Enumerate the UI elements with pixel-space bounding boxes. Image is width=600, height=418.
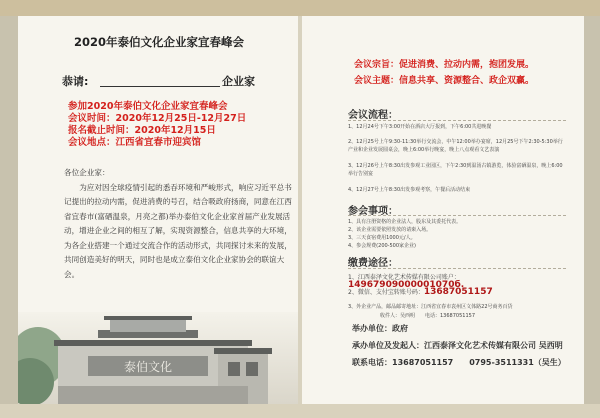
contact-phone: 联系电话：13687051157 0795-3511331（吴生） [352, 358, 566, 367]
fee-heading: 参会事项： [348, 206, 398, 217]
info-attend: 参加2020年泰伯文化企业家宜春峰会 [68, 101, 228, 112]
process-item-4: 4、12月27号上午8:30出发参观考察，午餐后活动结束 [348, 187, 471, 193]
greeting-suffix: 企业家 [222, 75, 255, 88]
info-venue: 会议地点：江西省宜春市迎宾馆 [68, 137, 202, 148]
payment-heading: 缴费途径： [348, 258, 398, 269]
divider [348, 268, 566, 269]
letter-body: 为应对因全球疫情引起的悉吞环境和严峻形式，响应习近平总书记提出的拉动内需，促进消费的号召，结合吸政府扬商，同意在江西省宜春市(富硒温泉，月亮之都)举办泰伯文化企业家首届产业发展活动，增进企业之间的相互了解，实现资源整合，信息共享的大环境，为各企业搭建一个通过交流合作的活动形式，共同探讨未来的发展，共同创造美好的明天，同时也是成立泰伯文化企业家协会的联谊大会。 [64, 182, 292, 279]
payment-phone-number: 13687051157 [423, 287, 493, 297]
process-heading: 会议流程： [348, 110, 398, 121]
payment-account-number: 14967909000001070б. [348, 279, 465, 290]
letter-salutation: 各位企业家： [64, 168, 110, 177]
info-date: 会议时间：2020年12月25日-12月27日 [68, 113, 247, 124]
fee-item-3: 3、三天食宿费用1000元/人。 [348, 235, 416, 241]
payment-note: 3、外企业产品，邮品邮寄地址：江西省宜春市袁州区文体路22号商务百货 [348, 304, 513, 310]
bottom-border [0, 404, 600, 418]
fee-item-1: 1、具有注册资格的企业法人，股东及其委托代表。 [348, 219, 462, 225]
co-organizer: 承办单位及发起人：江西泰泽文化艺术传媒有限公司 吴西明 [352, 341, 563, 350]
event-title: 2020年泰伯文化企业家宜春峰会 [74, 35, 245, 49]
gate-inscription: 泰伯文化 [123, 360, 173, 374]
gate-building-illustration [18, 312, 298, 404]
payment-receiver: 收件人：吴西明 电话：13687051157 [380, 313, 475, 319]
top-border [0, 0, 600, 16]
payment-account-label: 1、江西泰泽文化艺术传媒有限公司账户： [348, 274, 460, 281]
divider [348, 215, 566, 216]
process-item-1: 1、12月24号下午3:00开始在酒店大厅报到，下午6:00共进晚餐 [348, 124, 492, 130]
name-blank-line [100, 86, 220, 87]
meeting-purpose: 会议宗旨：促进消费、拉动内需，抱团发展。 [354, 60, 535, 70]
payment-phone-label: 2、微信、支付宝转账号码： [348, 289, 424, 296]
process-item-3: 3、12月26号上午8:30出发参观工业园区，下午2:30到温汤古镇游览，体验富硒温泉，晚上6:00举行告别宴 [348, 163, 563, 177]
divider [348, 120, 566, 121]
organizer: 举办单位：政府 [352, 324, 408, 333]
payment-phone-row [348, 289, 566, 297]
process-item-2: 2、12月25号上午9:30-11:30举行交流会，中午12:00举办宴席，12月25号下午2:30-5:30举行产业和企业发展圆桌会，晚上6:00举行晚宴，晚上八点观看文艺表演 [348, 139, 563, 153]
right-panel [302, 16, 584, 404]
meeting-theme: 会议主题：信息共享、资源整合、政企双赢。 [354, 76, 535, 86]
fee-item-4: 4、参会规费(200-500家企业) [348, 243, 416, 249]
invitation-letter [64, 166, 294, 282]
fee-item-2: 2、该企业需要依照发放的请柬入场。 [348, 227, 432, 233]
greeting: 恭请: [62, 75, 89, 88]
left-panel [18, 16, 298, 404]
info-deadline: 报名截止时间：2020年12月15日 [68, 125, 216, 136]
